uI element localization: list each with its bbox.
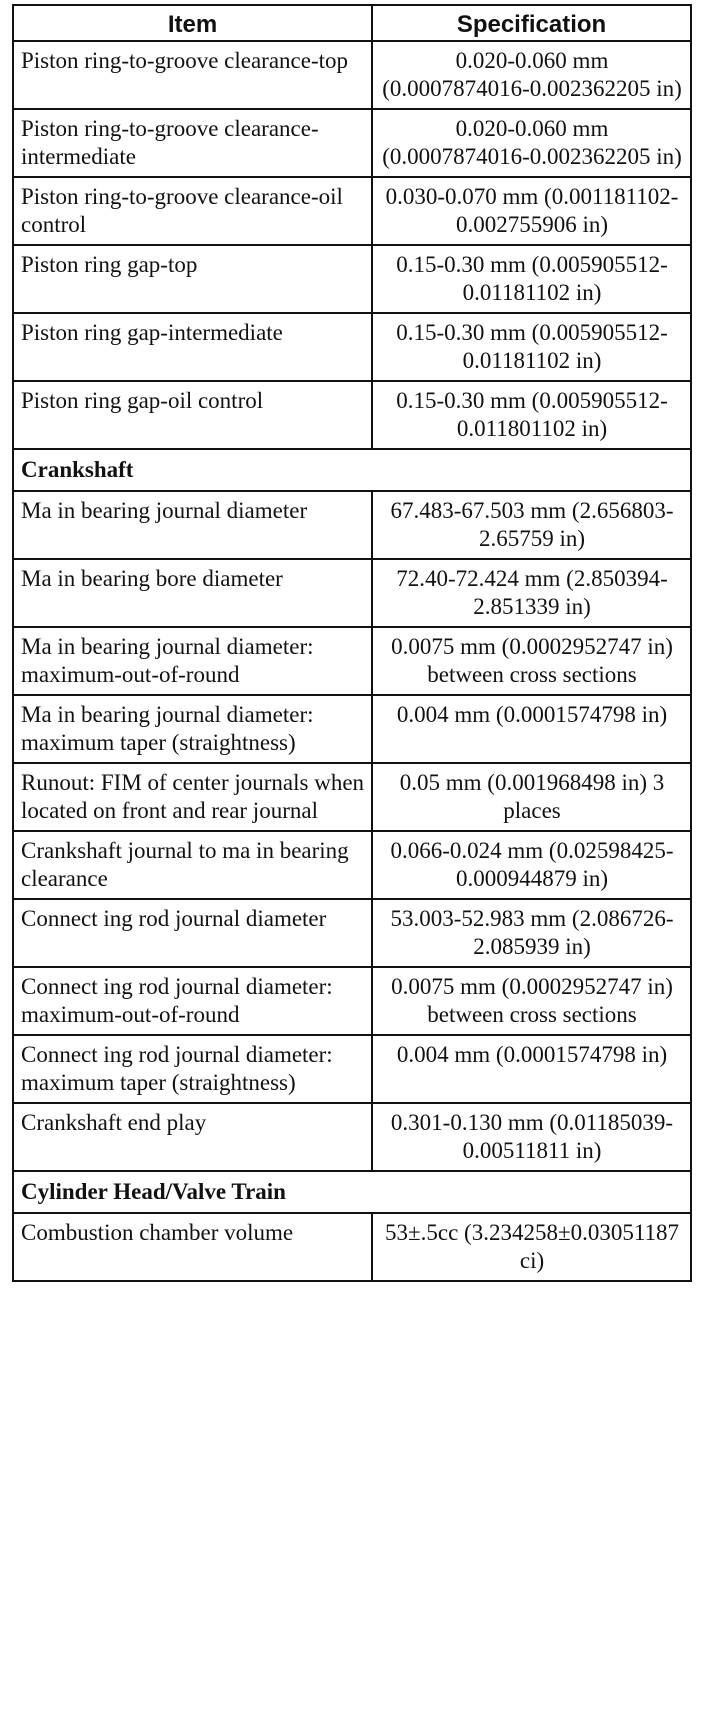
header-row: [13, 5, 691, 41]
spec-cell: 0.0075 mm (0.0002952747 in) between cross sections: [372, 967, 691, 1035]
spec-cell: 0.020-0.060 mm (0.0007874016-0.002362205 in): [372, 109, 691, 177]
table-row: [13, 695, 691, 763]
item-cell: Piston ring gap-top: [13, 245, 372, 313]
item-cell: Piston ring-to-groove clearance-oil control: [13, 177, 372, 245]
item-cell: Ma in bearing journal diameter: maximum taper (straightness): [13, 695, 372, 763]
spec-cell: 0.301-0.130 mm (0.01185039-0.00511811 in): [372, 1103, 691, 1171]
spec-cell: 0.15-0.30 mm (0.005905512-0.01181102 in): [372, 313, 691, 381]
item-cell: Runout: FIM of center journals when located on front and rear journal: [13, 763, 372, 831]
spec-cell: 0.15-0.30 mm (0.005905512-0.011801102 in): [372, 381, 691, 449]
item-cell: Connect ing rod journal diameter: [13, 899, 372, 967]
item-cell: Ma in bearing bore diameter: [13, 559, 372, 627]
spec-table: [12, 4, 692, 1282]
spec-cell: 72.40-72.424 mm (2.850394-2.851339 in): [372, 559, 691, 627]
table-row: [13, 967, 691, 1035]
spec-cell: 0.004 mm (0.0001574798 in): [372, 1035, 691, 1103]
item-cell: Crankshaft journal to ma in bearing clearance: [13, 831, 372, 899]
table-row: [13, 1213, 691, 1281]
table-row: [13, 1035, 691, 1103]
spec-cell: 0.05 mm (0.001968498 in) 3 places: [372, 763, 691, 831]
table-row: [13, 491, 691, 559]
table-row: [13, 41, 691, 109]
item-cell: Piston ring gap-intermediate: [13, 313, 372, 381]
table-row: [13, 245, 691, 313]
table-row: [13, 177, 691, 245]
section-heading: Cylinder Head/Valve Train: [13, 1171, 691, 1213]
table-row: [13, 763, 691, 831]
table-row: [13, 627, 691, 695]
spec-cell: 0.004 mm (0.0001574798 in): [372, 695, 691, 763]
item-cell: Piston ring-to-groove clearance-top: [13, 41, 372, 109]
item-cell: Piston ring-to-groove clearance- intermediate: [13, 109, 372, 177]
table-row: [13, 109, 691, 177]
item-cell: Connect ing rod journal diameter: maximum-out-of-round: [13, 967, 372, 1035]
table-row: [13, 899, 691, 967]
table-row: [13, 1103, 691, 1171]
item-cell: Connect ing rod journal diameter: maximum taper (straightness): [13, 1035, 372, 1103]
spec-cell: 67.483-67.503 mm (2.656803-2.65759 in): [372, 491, 691, 559]
section-row-cylinder-head: [13, 1171, 691, 1213]
spec-cell: 53±.5cc (3.234258±0.03051187 ci): [372, 1213, 691, 1281]
section-heading: Crankshaft: [13, 449, 691, 491]
spec-cell: 53.003-52.983 mm (2.086726-2.085939 in): [372, 899, 691, 967]
spec-cell: 0.030-0.070 mm (0.001181102-0.002755906 in): [372, 177, 691, 245]
item-cell: Crankshaft end play: [13, 1103, 372, 1171]
column-header-item: Item: [13, 5, 372, 41]
item-cell: Combustion chamber volume: [13, 1213, 372, 1281]
section-row-crankshaft: [13, 449, 691, 491]
item-cell: Ma in bearing journal diameter: maximum-out-of-round: [13, 627, 372, 695]
spec-cell: 0.020-0.060 mm (0.0007874016-0.002362205 in): [372, 41, 691, 109]
table-body: [13, 41, 691, 1281]
table-row: [13, 381, 691, 449]
spec-cell: 0.066-0.024 mm (0.02598425-0.000944879 in): [372, 831, 691, 899]
table-row: [13, 831, 691, 899]
item-cell: Ma in bearing journal diameter: [13, 491, 372, 559]
item-cell: Piston ring gap-oil control: [13, 381, 372, 449]
spec-cell: 0.0075 mm (0.0002952747 in) between cross sections: [372, 627, 691, 695]
spec-cell: 0.15-0.30 mm (0.005905512-0.01181102 in): [372, 245, 691, 313]
column-header-specification: Specification: [372, 5, 691, 41]
table-row: [13, 313, 691, 381]
table-row: [13, 559, 691, 627]
